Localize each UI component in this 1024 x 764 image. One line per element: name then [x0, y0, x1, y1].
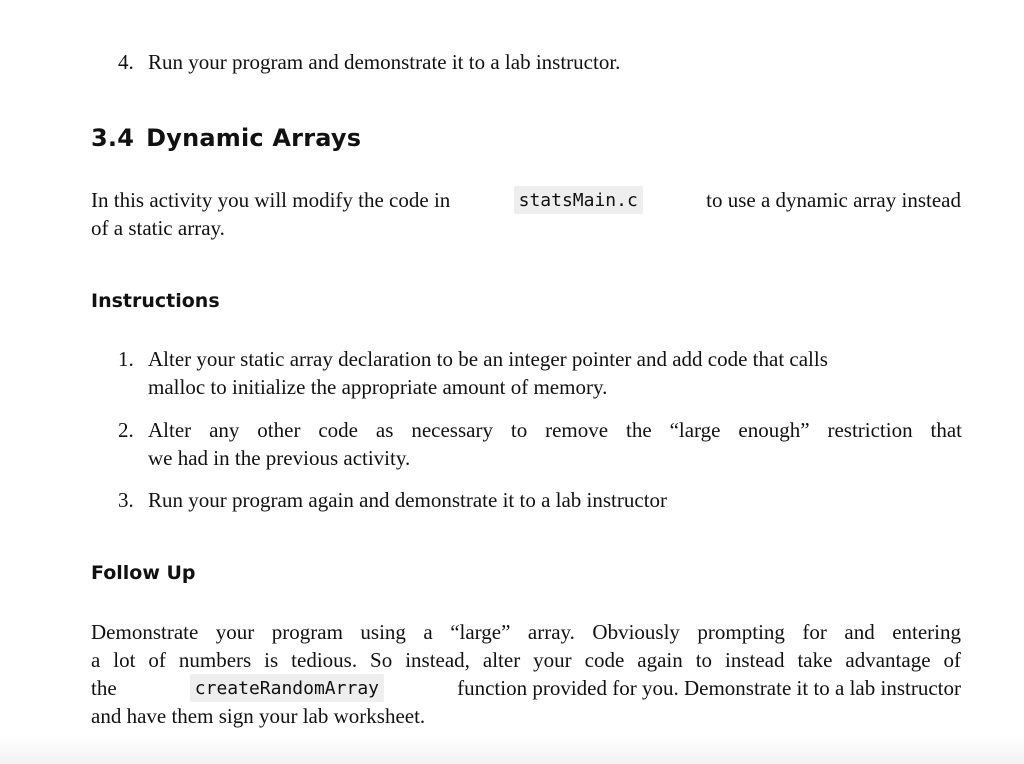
code-stats-main: statsMain.c [514, 186, 643, 214]
instructions-heading: Instructions [91, 290, 220, 312]
intro-line-1: In this activity you will modify the code in statsMain.c to use a dynamic array instead [91, 188, 961, 212]
section-heading [91, 124, 361, 152]
instruction-text: Alter any other code as necessary to remove the “large enough” restriction that [148, 418, 962, 442]
instruction-text-cont: malloc to initialize the appropriate amount of memory. [148, 375, 608, 399]
list-item-number: 4. [118, 50, 134, 74]
follow-up-line-3: the createRandomArray function provided for you. Demonstrate it to a lab instructor [91, 676, 961, 700]
instruction-text-cont: we had in the previous activity. [148, 446, 411, 470]
intro-line-2: of a static array. [91, 216, 225, 240]
instruction-number: 2. [118, 418, 134, 442]
instruction-number: 1. [118, 347, 134, 371]
follow-up-line-2: a lot of numbers is tedious. So instead, alter your code again to instead take advantage of [91, 648, 961, 672]
instruction-number: 3. [118, 488, 134, 512]
code-create-random-array: createRandomArray [190, 674, 384, 702]
follow-up-line-1: Demonstrate your program using a “large” array. Obviously prompting for and entering [91, 620, 961, 644]
page-bottom-shadow [0, 736, 1024, 764]
section-number: 3.4 [91, 124, 135, 152]
intro-paragraph [91, 186, 961, 242]
follow-up-heading: Follow Up [91, 562, 196, 584]
instruction-text: Alter your static array declaration to be an integer pointer and add code that calls [148, 347, 828, 371]
instruction-text: Run your program again and demonstrate it to a lab instructor [148, 488, 668, 512]
list-item-text: Run your program and demonstrate it to a lab instructor. [148, 50, 621, 74]
follow-up-paragraph [91, 618, 961, 730]
follow-up-line-4: and have them sign your lab worksheet. [91, 704, 426, 728]
section-title: Dynamic Arrays [146, 124, 362, 152]
